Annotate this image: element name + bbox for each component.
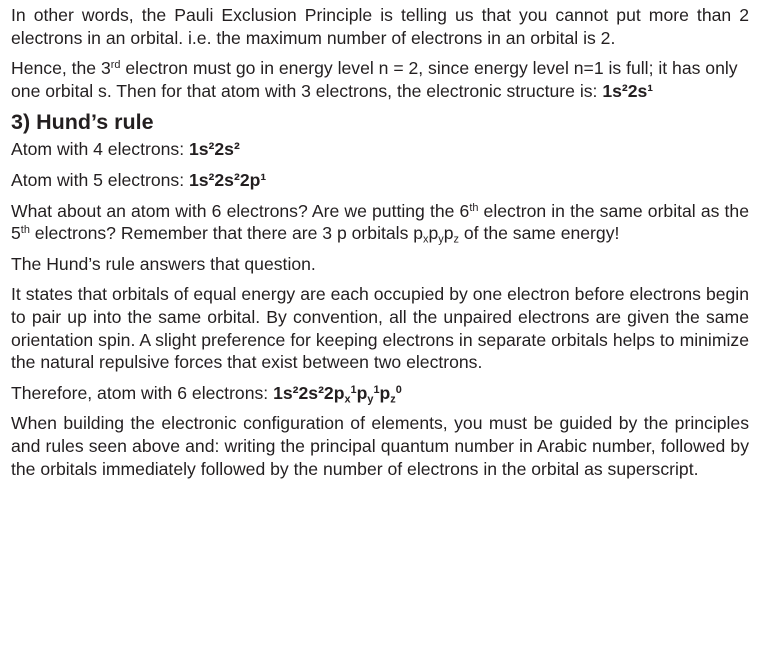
paragraph-sixth-electron-question: [11, 200, 749, 245]
line-atom-4-electrons: [11, 138, 749, 161]
atom4-config: 1s²2s²: [188, 139, 240, 160]
atom4-label: Atom with 4 electrons:: [11, 139, 189, 160]
line-atom-5-electrons: [11, 169, 749, 192]
subscript-y: y: [438, 233, 444, 246]
paragraph-pauli-summary: In other words, the Pauli Exclusion Principle is telling us that you cannot put more than 2 electrons in an orbital. i.e. the maximum number of electrons in an orbital is 2.: [11, 5, 749, 48]
text-energy-level: electron must go in energy level n = 2, since energy level n=1 is full; it has only one orbital s. Then for that atom with 3 electrons, the electronic structure is:: [11, 58, 738, 101]
atom6-sub-y: y: [367, 392, 374, 405]
atom6-p-z: p: [379, 382, 391, 403]
atom6-p-y: p: [356, 382, 368, 403]
text-q-c: electrons? Remember that there are 3 p orbitals p: [29, 223, 424, 244]
atom5-config: 1s²2s²2p¹: [188, 169, 267, 190]
atom6-config-base: 1s²2s²2p: [273, 382, 345, 403]
atom6-config: [273, 383, 402, 403]
text-hence: Hence, the 3: [11, 58, 111, 79]
paragraph-hunds-answer: The Hund’s rule answers that question.: [11, 253, 316, 274]
line-atom-6-electrons: [11, 382, 749, 405]
atom5-label: Atom with 5 electrons:: [11, 169, 189, 190]
atom6-sup-y: 1: [373, 383, 380, 396]
paragraph-third-electron: [11, 57, 749, 102]
paragraph-building-configuration: When building the electronic configuration of elements, you must be guided by the principles and rules seen above and: writing the principal quantum number in Arabic number, followed by the orbitals immediately followed by the number of electrons in the orbital as superscript.: [11, 413, 749, 479]
paragraph-hunds-definition: It states that orbitals of equal energy are each occupied by one electron before electrons begin to pair up into the same orbital. By convention, all the unpaired electrons are given the same orientation spin. A slight preference for keeping electrons in separate orbitals helps to minimize the natural repulsive forces that exist between two electrons.: [11, 284, 749, 373]
subscript-x: x: [423, 233, 429, 246]
section-heading-hunds-rule: 3) Hund’s rule: [11, 110, 154, 135]
superscript-rd: rd: [110, 59, 121, 72]
superscript-th-2: th: [20, 224, 30, 237]
text-q-a: What about an atom with 6 electrons? Are we putting the 6: [11, 200, 470, 221]
atom6-sub-z: z: [390, 392, 396, 405]
atom6-sup-z: 0: [395, 383, 402, 396]
text-q-d: of the same energy!: [459, 223, 620, 244]
config-3-electrons: 1s²2s¹: [602, 80, 654, 101]
atom6-label: Therefore, atom with 6 electrons:: [11, 382, 274, 403]
atom6-sub-x: x: [344, 392, 351, 405]
text-p-y: p: [428, 223, 439, 244]
subscript-z: z: [453, 233, 459, 246]
text-p-z: p: [443, 223, 454, 244]
text-q-b: electron in the same orbital as the 5: [11, 200, 749, 244]
atom6-sup-x: 1: [350, 383, 357, 396]
superscript-th-1: th: [469, 201, 479, 214]
